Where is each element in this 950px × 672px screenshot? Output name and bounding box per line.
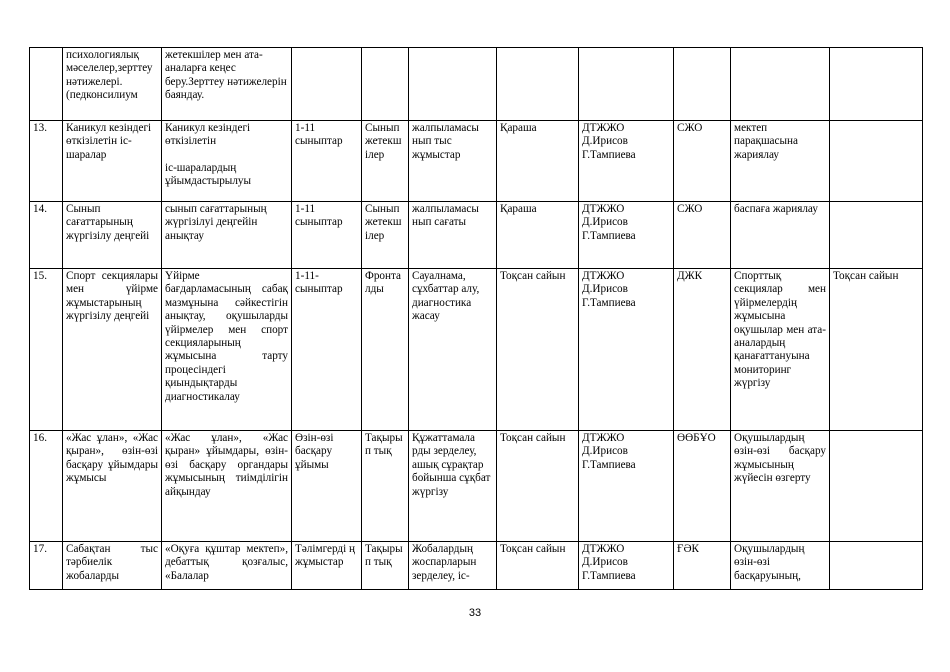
cell-object	[292, 48, 362, 121]
cell-method: Жобалардың жоспарларын зерделеу, іс-	[409, 542, 497, 590]
cell-method: Құжаттамала рды зерделеу, ашық сұрақтар бойынша сұқбат жүргізу	[409, 431, 497, 542]
cell-goal-line1: Каникул кезіндегі өткізілетін	[165, 122, 251, 148]
table-row	[30, 269, 923, 431]
cell-extra	[830, 121, 923, 202]
cell-result: Спорттық секциялар мен үйірмелердің жұмысына оқушылар мен ата- аналардың қанағаттануына мониторинг жүргізу	[731, 269, 830, 431]
cell-venue: СЖО	[674, 202, 731, 269]
cell-object: 1-11 сыныптар	[292, 121, 362, 202]
cell-type	[362, 48, 409, 121]
cell-extra: Тоқсан сайын	[830, 269, 923, 431]
cell-goal: «Оқуға құштар мектеп», дебаттық қозғалыс, «Балалар	[162, 542, 292, 590]
cell-name: Каникул кезіндегі өткізілетін іс-шаралар	[63, 121, 162, 202]
cell-extra	[830, 48, 923, 121]
cell-venue: ҒӘК	[674, 542, 731, 590]
cell-extra	[830, 202, 923, 269]
cell-period: Тоқсан сайын	[497, 269, 579, 431]
cell-result	[731, 48, 830, 121]
cell-period: Тоқсан сайын	[497, 431, 579, 542]
cell-type: Тақыры п тық	[362, 542, 409, 590]
cell-num: 16.	[30, 431, 63, 542]
table-row	[30, 431, 923, 542]
cell-method: жалпыламасы нып сағаты	[409, 202, 497, 269]
cell-responsible: ДТЖЖО Д.Ирисов Г.Тампиева	[579, 202, 674, 269]
cell-name: Сабақтан тыс тәрбиелік жобаларды	[63, 542, 162, 590]
cell-type: Фронта лды	[362, 269, 409, 431]
cell-goal: сынып сағаттарының жүргізілуі деңгейін анықтау	[162, 202, 292, 269]
cell-extra	[830, 542, 923, 590]
cell-method: жалпыламасы нып тыс жұмыстар	[409, 121, 497, 202]
cell-method: Сауалнама, сұхбаттар алу, диагностика жасау	[409, 269, 497, 431]
cell-type: Сынып жетекш ілер	[362, 202, 409, 269]
cell-result: мектеп парақшасына жариялау	[731, 121, 830, 202]
table-row	[30, 121, 923, 202]
cell-num	[30, 48, 63, 121]
cell-name: «Жас ұлан», «Жас қыран», өзін-өзі басқару ұйымдары жұмысы	[63, 431, 162, 542]
cell-result: Оқушылардың өзін-өзі басқаруының,	[731, 542, 830, 590]
cell-goal: жетекшілер мен ата-аналарға кеңес беру.Зерттеу нәтижелерін баяндау.	[162, 48, 292, 121]
cell-type: Тақыры п тық	[362, 431, 409, 542]
cell-result: Оқушылардың өзін-өзі басқару жұмысының жүйесін өзгерту	[731, 431, 830, 542]
cell-num: 17.	[30, 542, 63, 590]
cell-result: баспаға жариялау	[731, 202, 830, 269]
cell-type: Сынып жетекш ілер	[362, 121, 409, 202]
table-row	[30, 202, 923, 269]
cell-venue: ДЖК	[674, 269, 731, 431]
cell-period: Қараша	[497, 121, 579, 202]
plan-table	[29, 47, 923, 590]
cell-venue: ӨӨБҰО	[674, 431, 731, 542]
cell-name: Сынып сағаттарының жүргізілу деңгейі	[63, 202, 162, 269]
cell-num: 15.	[30, 269, 63, 431]
cell-goal	[162, 121, 292, 202]
cell-responsible: ДТЖЖО Д.Ирисов Г.Тампиева	[579, 121, 674, 202]
cell-goal: Үйірме бағдарламасының сабақ мазмұнына сәйкестігін анықтау, оқушыларды үйірмелер мен спорт секцияларының жұмысына тарту процесіндегі қиындықтарды диагностикалау	[162, 269, 292, 431]
cell-venue: СЖО	[674, 121, 731, 202]
cell-num: 14.	[30, 202, 63, 269]
cell-method	[409, 48, 497, 121]
cell-goal: «Жас ұлан», «Жас қыран» ұйымдары, өзін-өзі басқару органдары жұмысының тиімділігін айқындау	[162, 431, 292, 542]
cell-object: Өзін-өзі басқару ұйымы	[292, 431, 362, 542]
cell-object: 1-11 сыныптар	[292, 202, 362, 269]
cell-responsible: ДТЖЖО Д.Ирисов Г.Тампиева	[579, 269, 674, 431]
cell-name: Спорт секциялары мен үйірме жұмыстарының жүргізілу деңгейі	[63, 269, 162, 431]
cell-venue	[674, 48, 731, 121]
cell-responsible: ДТЖЖО Д.Ирисов Г.Тампиева	[579, 542, 674, 590]
cell-name: психологиялық мәселелер,зерттеу нәтижелері. (педконсилиум	[63, 48, 162, 121]
cell-period: Тоқсан сайын	[497, 542, 579, 590]
cell-object: Тәлімгерді ң жұмыстар	[292, 542, 362, 590]
page-number: 33	[468, 607, 482, 619]
cell-num: 13.	[30, 121, 63, 202]
cell-period: Қараша	[497, 202, 579, 269]
cell-responsible: ДТЖЖО Д.Ирисов Г.Тампиева	[579, 431, 674, 542]
cell-responsible	[579, 48, 674, 121]
cell-extra	[830, 431, 923, 542]
cell-period	[497, 48, 579, 121]
table-row	[30, 48, 923, 121]
cell-goal-line2: іс-шаралардың ұйымдастырылуы	[165, 161, 252, 188]
cell-object: 1-11-сыныптар	[292, 269, 362, 431]
table-row	[30, 542, 923, 590]
